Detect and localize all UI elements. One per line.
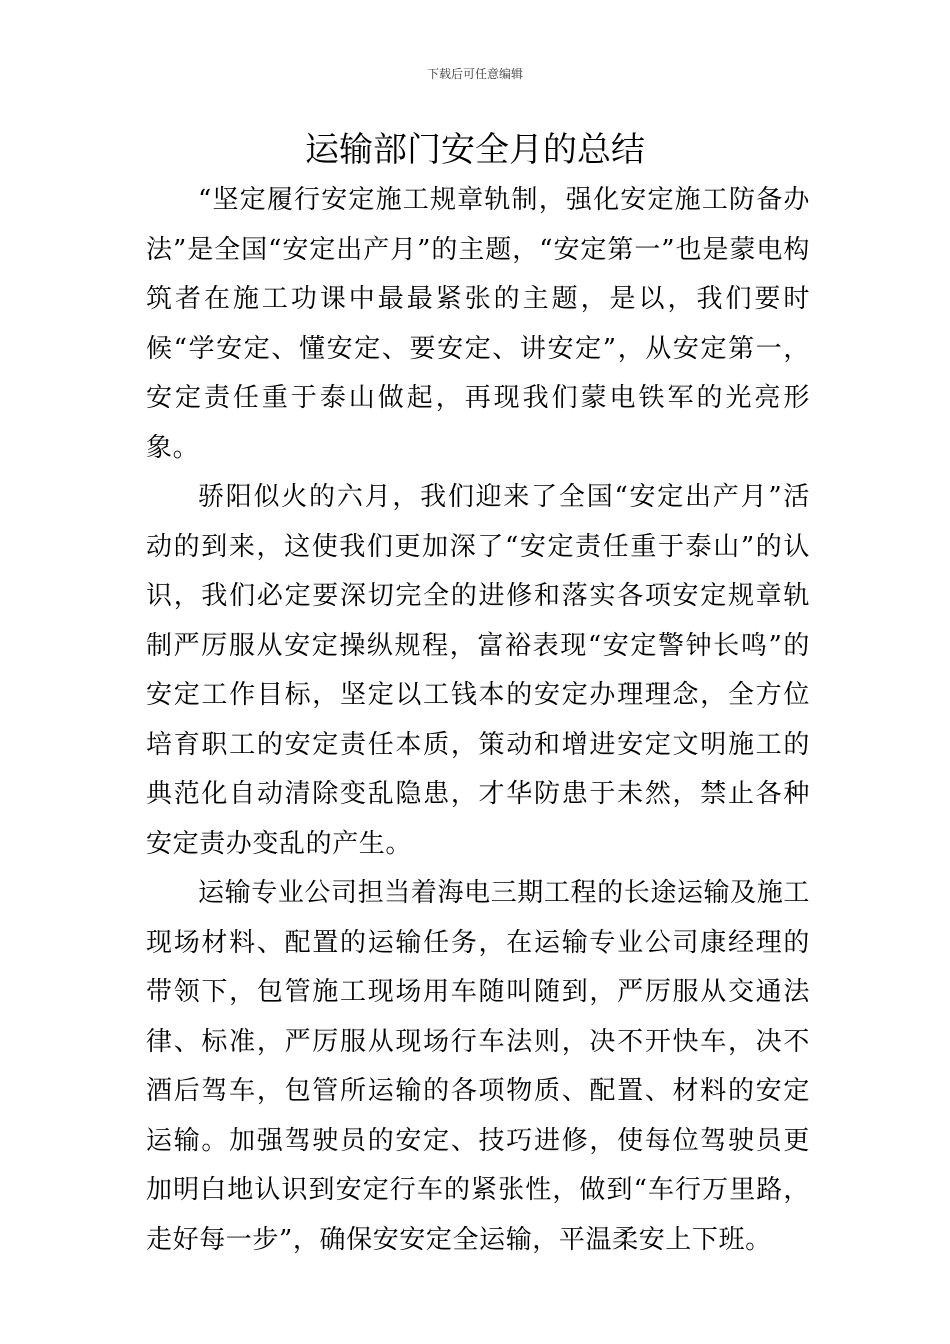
paragraph-3: 运输专业公司担当着海电三期工程的长途运输及施工现场材料、配置的运输任务，在运输专业公司康经理的带领下，包管施工现场用车随叫随到，严厉服从交通法律、标准，严厉服从现场行车法则，决不开快车，决不酒后驾车，包管所运输的各项物质、配置、材料的安定运输。加强驾驶员的安定、技巧进修，使每位驾驶员更加明白地认识到安定行车的紧张性，做到“车行万里路，走好每一步”，确保安安定全运输，平温柔安上下班。 (146, 878, 810, 1255)
document-title: 运输部门安全月的总结 (305, 130, 645, 170)
document-body (146, 176, 810, 1265)
header-note: 下载后可任意编辑 (426, 67, 523, 81)
paragraph-1: “坚定履行安定施工规章轨制，强化安定施工防备办法”是全国“安定出产月”的主题，“安定第一”也是蒙电构筑者在施工功课中最最紧张的主题，是以，我们要时候“学安定、懂安定、要安定、讲安定”，从安定第一，安定责任重于泰山做起，再现我们蒙电铁军的光亮形象。 (146, 185, 810, 463)
paragraph-2: 骄阳似火的六月，我们迎来了全国“安定出产月”活动的到来，这使我们更加深了“安定责任重于泰山”的认识，我们必定要深切完全的进修和落实各项安定规章轨制严厉服从安定操纵规程，富裕表现“安定警钟长鸣”的安定工作目标，坚定以工钱本的安定办理理念，全方位培育职工的安定责任本质，策动和增进安定文明施工的典范化自动清除变乱隐患，才华防患于未然，禁止各种安定责办变乱的产生。 (146, 482, 810, 859)
